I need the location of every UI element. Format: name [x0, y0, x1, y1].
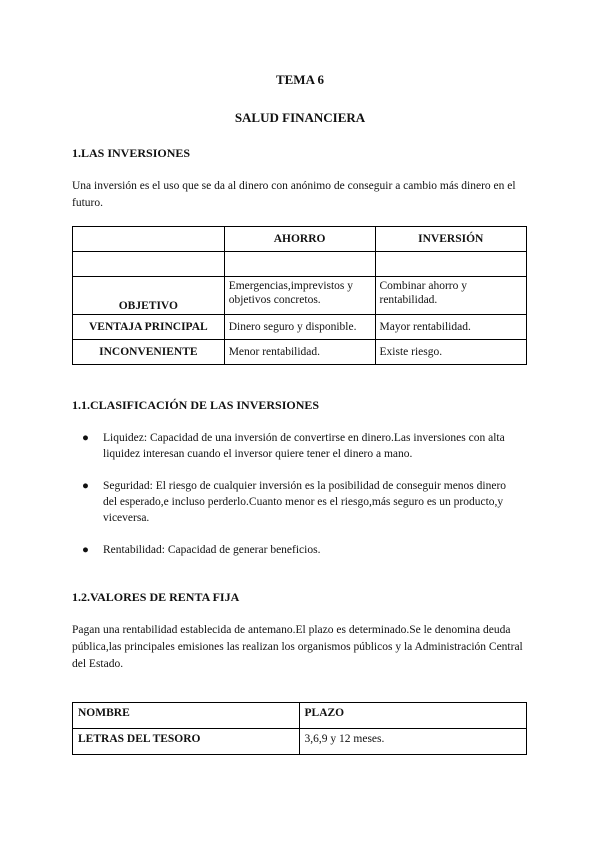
row-label: VENTAJA PRINCIPAL — [73, 315, 225, 340]
table-row — [73, 340, 527, 365]
row-label: OBJETIVO — [73, 277, 225, 315]
table-cell — [73, 252, 225, 277]
renta-fija-table — [72, 702, 527, 755]
table-row — [73, 277, 527, 315]
classification-list — [72, 430, 522, 462]
table-header-row — [73, 227, 527, 252]
table-cell: Combinar ahorro y rentabilidad. — [375, 277, 527, 315]
list-item — [82, 478, 522, 526]
table-row — [73, 729, 527, 755]
table-header-cell: AHORRO — [224, 227, 375, 252]
renta-fija-paragraph: Pagan una rentabilidad establecida de antemano.El plazo es determinado.Se le denomina deuda pública,las principales emisiones las realizan los organismos públicos y la Administración Central del Estado. — [72, 624, 523, 670]
table-header-cell — [73, 227, 225, 252]
table-cell: Emergencias,imprevistos y objetivos concretos. — [224, 277, 375, 315]
table-cell: Existe riesgo. — [375, 340, 527, 365]
table-cell — [224, 252, 375, 277]
page-subtitle: SALUD FINANCIERA — [234, 110, 366, 125]
section-heading-renta-fija: 1.2.VALORES DE RENTA FIJA — [72, 590, 240, 604]
table-empty-row — [73, 252, 527, 277]
list-item-text: Rentabilidad: Capacidad de generar beneficios. — [103, 544, 321, 556]
bullet-icon: ● — [82, 480, 89, 492]
classification-list — [72, 478, 522, 526]
table-header-cell: INVERSIÓN — [375, 227, 527, 252]
list-item — [82, 542, 522, 558]
table-cell: 3,6,9 y 12 meses. — [299, 729, 526, 755]
page-title: TEMA 6 — [275, 72, 325, 87]
section-heading-clasificacion: 1.1.CLASIFICACIÓN DE LAS INVERSIONES — [72, 398, 320, 412]
table-cell — [375, 252, 527, 277]
comparison-table — [72, 226, 527, 365]
table-header-cell: NOMBRE — [73, 703, 300, 729]
table-cell: Menor rentabilidad. — [224, 340, 375, 365]
section-heading-inversiones: 1.LAS INVERSIONES — [72, 146, 191, 160]
table-header-row — [73, 703, 527, 729]
row-label: INCONVENIENTE — [73, 340, 225, 365]
bullet-icon: ● — [82, 544, 89, 556]
table-cell: LETRAS DEL TESORO — [73, 729, 300, 755]
table-header-cell: PLAZO — [299, 703, 526, 729]
bullet-icon: ● — [82, 432, 89, 444]
classification-list — [72, 542, 522, 558]
list-item-text: Seguridad: El riesgo de cualquier inversión es la posibilidad de conseguir menos dinero del esperado,e incluso perderlo.Cuanto menor es el riesgo,más seguro es un producto,y viceversa. — [103, 480, 507, 524]
table-cell: Mayor rentabilidad. — [375, 315, 527, 340]
table-cell: Dinero seguro y disponible. — [224, 315, 375, 340]
intro-paragraph: Una inversión es el uso que se da al dinero con anónimo de conseguir a cambio más dinero en el futuro. — [72, 180, 516, 209]
list-item — [82, 430, 522, 462]
table-row — [73, 315, 527, 340]
list-item-text: Liquidez: Capacidad de una inversión de convertirse en dinero.Las inversiones con alta liquidez interesan cuando el inversor quiere tener el dinero a mano. — [103, 432, 505, 460]
